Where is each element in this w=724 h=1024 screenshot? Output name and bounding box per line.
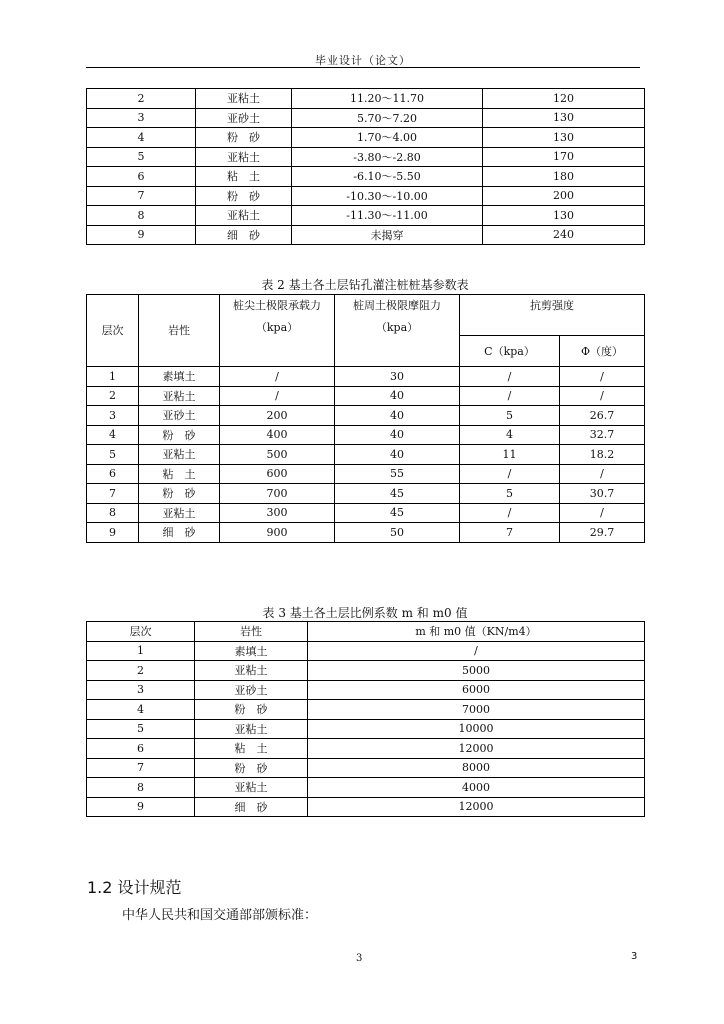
table-cell: 6 bbox=[87, 464, 139, 484]
table-cell: 3 bbox=[87, 680, 195, 700]
table-cell: 4 bbox=[87, 425, 139, 445]
table-cell: 11.20～11.70 bbox=[292, 89, 483, 109]
table-cell: -11.30～-11.00 bbox=[292, 206, 483, 226]
table-row bbox=[87, 778, 645, 798]
table-cell: 8000 bbox=[308, 758, 645, 778]
table-cell: 130 bbox=[483, 108, 645, 128]
table-cell: 亚粘土 bbox=[139, 445, 220, 465]
table-cell: 29.7 bbox=[560, 523, 645, 543]
table-cell: 12000 bbox=[308, 797, 645, 817]
table-cell: 粘 土 bbox=[195, 739, 308, 759]
page-number-center: 3 bbox=[356, 953, 363, 964]
table-cell: / bbox=[460, 464, 560, 484]
table-cell: 600 bbox=[220, 464, 335, 484]
page-header-title: 毕业设计（论文） bbox=[315, 54, 411, 67]
table-cell: / bbox=[460, 367, 560, 387]
table-cell: 粉 砂 bbox=[195, 758, 308, 778]
table-cell: 400 bbox=[220, 425, 335, 445]
table-cell: 粉 砂 bbox=[139, 425, 220, 445]
table-row bbox=[87, 797, 645, 817]
table-cell: 细 砂 bbox=[196, 225, 292, 245]
table-cell: 亚粘土 bbox=[196, 147, 292, 167]
table-cell: 亚砂土 bbox=[196, 108, 292, 128]
table-cell: 4 bbox=[87, 700, 195, 720]
table-cell: 7 bbox=[87, 186, 196, 206]
table-cell: / bbox=[308, 641, 645, 661]
table-cell: 1 bbox=[87, 641, 195, 661]
table-row bbox=[87, 425, 645, 445]
table-3-m-values bbox=[86, 621, 645, 817]
table-row bbox=[87, 167, 645, 187]
table-cell: 粘 土 bbox=[196, 167, 292, 187]
table-cell: 130 bbox=[483, 128, 645, 148]
table-cell: 亚粘土 bbox=[195, 778, 308, 798]
table-cell: 7000 bbox=[308, 700, 645, 720]
table-cell: 200 bbox=[220, 406, 335, 426]
table-cell: 4 bbox=[460, 425, 560, 445]
table-cell: 细 砂 bbox=[195, 797, 308, 817]
table-cell: / bbox=[560, 386, 645, 406]
table-cell: 200 bbox=[483, 186, 645, 206]
table-cell: 8 bbox=[87, 206, 196, 226]
table-cell: -10.30～-10.00 bbox=[292, 186, 483, 206]
table-cell: / bbox=[460, 503, 560, 523]
table-cell: 11 bbox=[460, 445, 560, 465]
header-soil: 岩性 bbox=[195, 622, 308, 642]
table-cell: 亚粘土 bbox=[195, 661, 308, 681]
table-cell: 5 bbox=[87, 147, 196, 167]
table-cell: 32.7 bbox=[560, 425, 645, 445]
table-cell: 6 bbox=[87, 167, 196, 187]
table-row bbox=[87, 758, 645, 778]
table-row bbox=[87, 680, 645, 700]
table-cell: 粉 砂 bbox=[139, 484, 220, 504]
table-cell: 亚粘土 bbox=[139, 503, 220, 523]
table-cell: 40 bbox=[335, 386, 460, 406]
table-cell: 亚粘土 bbox=[195, 719, 308, 739]
table-cell: 9 bbox=[87, 523, 139, 543]
table-row bbox=[87, 89, 645, 109]
table-cell: 26.7 bbox=[560, 406, 645, 426]
table-cell: 130 bbox=[483, 206, 645, 226]
table-cell: / bbox=[220, 386, 335, 406]
table-2-pile-parameters bbox=[86, 294, 645, 543]
table-row bbox=[87, 523, 645, 543]
table-cell: -3.80～-2.80 bbox=[292, 147, 483, 167]
table-cell: 8 bbox=[87, 778, 195, 798]
table-cell: 3 bbox=[87, 108, 196, 128]
table-row bbox=[87, 147, 645, 167]
table-row bbox=[87, 503, 645, 523]
table-cell: 7 bbox=[460, 523, 560, 543]
header-side-friction: 桩周土极限摩阻力（kpa） bbox=[335, 295, 460, 367]
table-cell: 5 bbox=[87, 719, 195, 739]
table-cell: 50 bbox=[335, 523, 460, 543]
table-cell: 6 bbox=[87, 739, 195, 759]
table-row bbox=[87, 225, 645, 245]
section-paragraph: 中华人民共和国交通部部颁标准： bbox=[122, 908, 318, 923]
table-cell: 粘 土 bbox=[139, 464, 220, 484]
table-cell: 粉 砂 bbox=[196, 186, 292, 206]
table-cell: 素填土 bbox=[139, 367, 220, 387]
table-cell: 1.70～4.00 bbox=[292, 128, 483, 148]
table-cell: 45 bbox=[335, 503, 460, 523]
table-row bbox=[87, 386, 645, 406]
table-cell: 180 bbox=[483, 167, 645, 187]
table-cell: 18.2 bbox=[560, 445, 645, 465]
table-cell: / bbox=[560, 367, 645, 387]
header-rule bbox=[86, 67, 640, 68]
table-row bbox=[87, 700, 645, 720]
table-row bbox=[87, 641, 645, 661]
table-1-body bbox=[87, 89, 645, 245]
table-cell: 5.70～7.20 bbox=[292, 108, 483, 128]
table-row bbox=[87, 206, 645, 226]
table-cell: 5000 bbox=[308, 661, 645, 681]
table-cell: 9 bbox=[87, 225, 196, 245]
table-row bbox=[87, 661, 645, 681]
table-cell: 2 bbox=[87, 89, 196, 109]
table-cell: 170 bbox=[483, 147, 645, 167]
table-cell: 亚砂土 bbox=[139, 406, 220, 426]
table-cell: 3 bbox=[87, 406, 139, 426]
table-cell: 55 bbox=[335, 464, 460, 484]
table-cell: 7 bbox=[87, 758, 195, 778]
table-row bbox=[87, 445, 645, 465]
table-3-body bbox=[87, 641, 645, 817]
table-cell: 700 bbox=[220, 484, 335, 504]
table-cell: 30.7 bbox=[560, 484, 645, 504]
table-cell: 12000 bbox=[308, 739, 645, 759]
table-cell: / bbox=[220, 367, 335, 387]
table-row bbox=[87, 484, 645, 504]
table-cell: 亚粘土 bbox=[196, 206, 292, 226]
table-cell: 500 bbox=[220, 445, 335, 465]
table-row bbox=[87, 739, 645, 759]
table-cell: 5 bbox=[460, 406, 560, 426]
table-cell: 120 bbox=[483, 89, 645, 109]
table-cell: 亚粘土 bbox=[196, 89, 292, 109]
table-cell: 5 bbox=[87, 445, 139, 465]
table-cell: 45 bbox=[335, 484, 460, 504]
header-layer: 层次 bbox=[87, 295, 139, 367]
table-row bbox=[87, 367, 645, 387]
section-heading: 1.2 设计规范 bbox=[87, 878, 182, 897]
table-cell: / bbox=[560, 464, 645, 484]
header-soil: 岩性 bbox=[139, 295, 220, 367]
table-cell: 300 bbox=[220, 503, 335, 523]
header-m-value: m 和 m0 值（KN/m4） bbox=[308, 622, 645, 642]
table-cell: 30 bbox=[335, 367, 460, 387]
table-cell: 8 bbox=[87, 503, 139, 523]
table-row bbox=[87, 128, 645, 148]
table-2-caption: 表 2 基土各土层钻孔灌注桩桩基参数表 bbox=[261, 278, 469, 292]
table-cell: 4000 bbox=[308, 778, 645, 798]
table-cell: 5 bbox=[460, 484, 560, 504]
table-cell: 细 砂 bbox=[139, 523, 220, 543]
table-row bbox=[87, 464, 645, 484]
table-cell: 2 bbox=[87, 386, 139, 406]
header-phi: Φ（度） bbox=[560, 336, 645, 367]
table-cell: 粉 砂 bbox=[195, 700, 308, 720]
table-row bbox=[87, 719, 645, 739]
table-cell: / bbox=[560, 503, 645, 523]
table-2-body bbox=[87, 367, 645, 543]
table-cell: 4 bbox=[87, 128, 196, 148]
table-cell: 6000 bbox=[308, 680, 645, 700]
table-3-caption: 表 3 基土各土层比例系数 m 和 m0 值 bbox=[262, 606, 468, 620]
table-cell: 7 bbox=[87, 484, 139, 504]
table-cell: 亚砂土 bbox=[195, 680, 308, 700]
table-cell: 亚粘土 bbox=[139, 386, 220, 406]
table-cell: 40 bbox=[335, 406, 460, 426]
table-cell: 40 bbox=[335, 445, 460, 465]
header-cohesion: C（kpa） bbox=[460, 336, 560, 367]
table-cell: 2 bbox=[87, 661, 195, 681]
table-row bbox=[87, 406, 645, 426]
header-tip-bearing: 桩尖土极限承载力（kpa） bbox=[220, 295, 335, 367]
table-cell: 40 bbox=[335, 425, 460, 445]
table-cell: 1 bbox=[87, 367, 139, 387]
table-row bbox=[87, 186, 645, 206]
table-cell: 10000 bbox=[308, 719, 645, 739]
table-cell: 900 bbox=[220, 523, 335, 543]
header-shear-strength: 抗剪强度 bbox=[460, 295, 645, 336]
table-cell: 粉 砂 bbox=[196, 128, 292, 148]
table-cell: 240 bbox=[483, 225, 645, 245]
header-layer: 层次 bbox=[87, 622, 195, 642]
table-cell: 未揭穿 bbox=[292, 225, 483, 245]
table-row bbox=[87, 108, 645, 128]
table-cell: / bbox=[460, 386, 560, 406]
page-number-right: 3 bbox=[631, 951, 638, 962]
table-1-continued bbox=[86, 88, 645, 245]
table-cell: -6.10～-5.50 bbox=[292, 167, 483, 187]
table-cell: 9 bbox=[87, 797, 195, 817]
table-cell: 素填土 bbox=[195, 641, 308, 661]
